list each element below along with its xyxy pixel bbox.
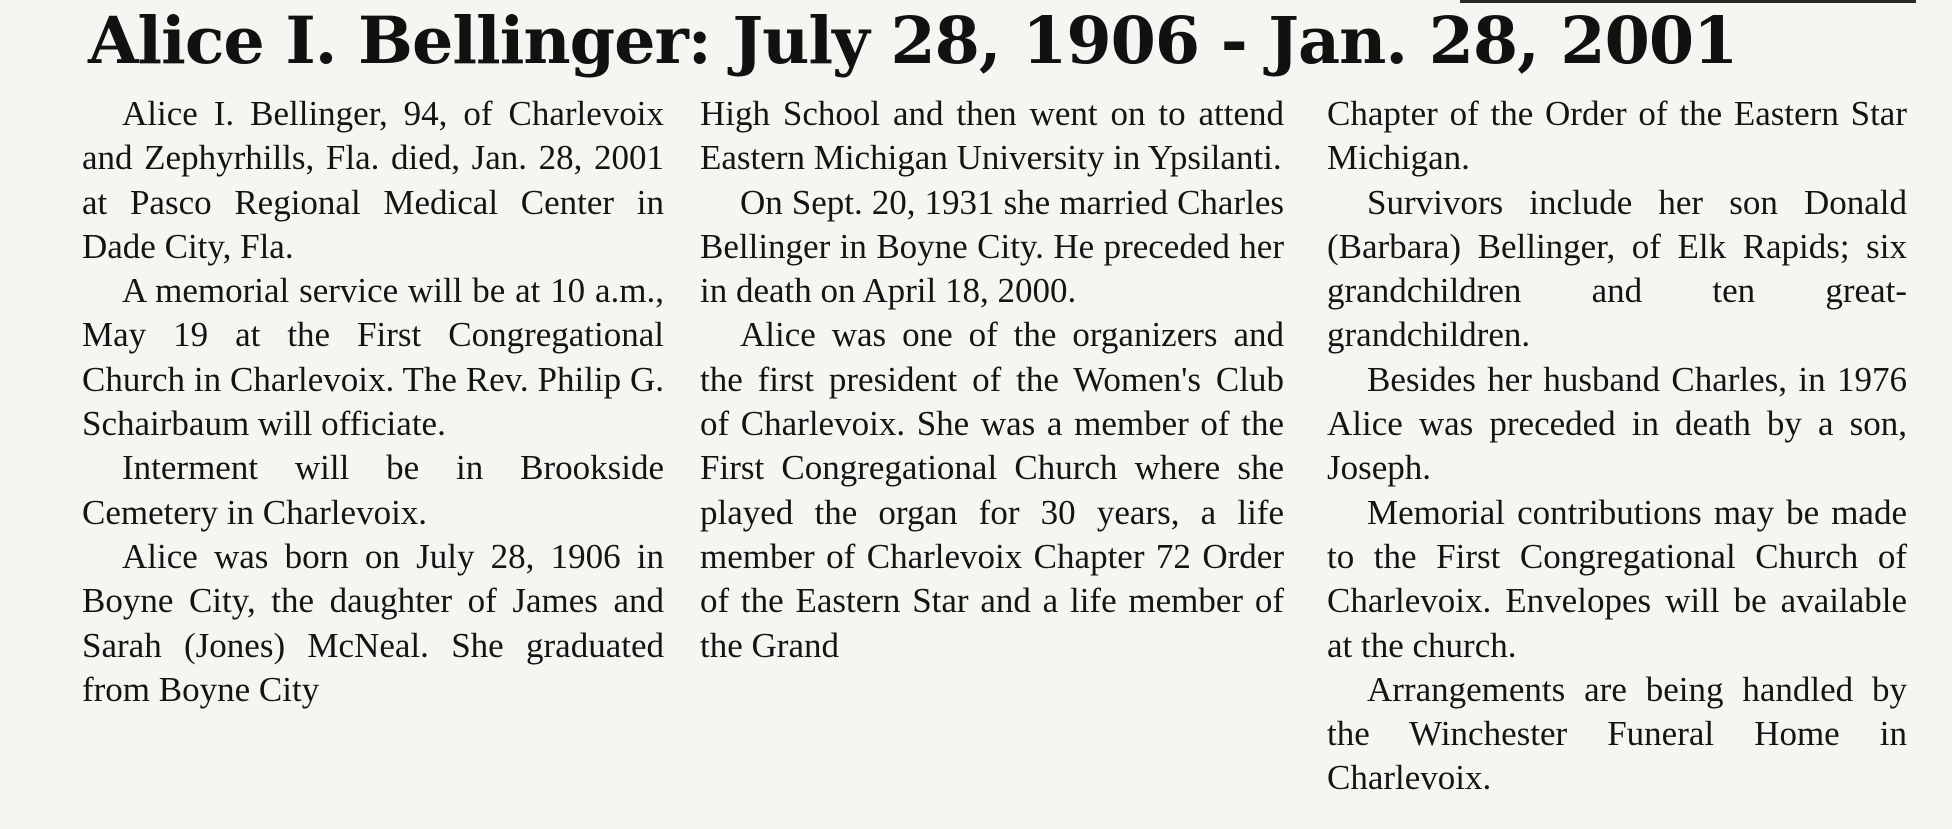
paragraph-death-notice: Alice I. Bellinger, 94, of Charlevoix and Zephyrhills, Fla. died, Jan. 28, 2001 at Pasco Regional Medical Center in Dade City, Fla. xyxy=(82,94,664,266)
headline: Alice I. Bellinger: July 28, 1906 - Jan. 28, 2001 xyxy=(88,3,1738,79)
column-1 xyxy=(82,92,664,712)
paragraph-birth: Alice was born on July 28, 1906 in Boyne City, the daughter of James and Sarah (Jones) McNeal. She graduated from Boyne City xyxy=(82,536,664,709)
paragraph-education-continued: High School and then went on to attend Eastern Michigan University in Ypsilanti. xyxy=(700,94,1284,178)
paragraph-preceded-in-death: Besides her husband Charles, in 1976 Alice was preceded in death by a son, Joseph. xyxy=(1327,359,1907,488)
paragraph-interment: Interment will be in Brookside Cemetery in Charlevoix. xyxy=(82,448,664,532)
paragraph-arrangements: Arrangements are being handled by the Winchester Funeral Home in Charlevoix. xyxy=(1327,669,1907,798)
paragraph-marriage: On Sept. 20, 1931 she married Charles Bellinger in Boyne City. He preceded her in death on April 18, 2000. xyxy=(700,182,1284,311)
paragraph-organizations: Alice was one of the organizers and the first president of the Women's Club of Charlevoix. She was a member of the First Congregational Church where she played the organ for 30 years, a life member of Charlevoix Chapter 72 Order of the Eastern Star and a life member of the Grand xyxy=(700,315,1284,665)
paragraph-memorial-contributions: Memorial contributions may be made to the First Congregational Church of Charlevoix. Envelopes will be available at the church. xyxy=(1327,492,1907,665)
paragraph-survivors: Survivors include her son Donald (Barbara) Bellinger, of Elk Rapids; six grandchildren and ten great-grandchildren. xyxy=(1327,182,1907,355)
paragraph-memorial-service: A memorial service will be at 10 a.m., May 19 at the First Congregational Church in Charlevoix. The Rev. Philip G. Schairbaum will officiate. xyxy=(82,271,664,444)
paragraph-organizations-continued: Chapter of the Order of the Eastern Star Michigan. xyxy=(1327,94,1907,178)
column-2 xyxy=(700,92,1284,668)
column-3 xyxy=(1327,92,1907,801)
